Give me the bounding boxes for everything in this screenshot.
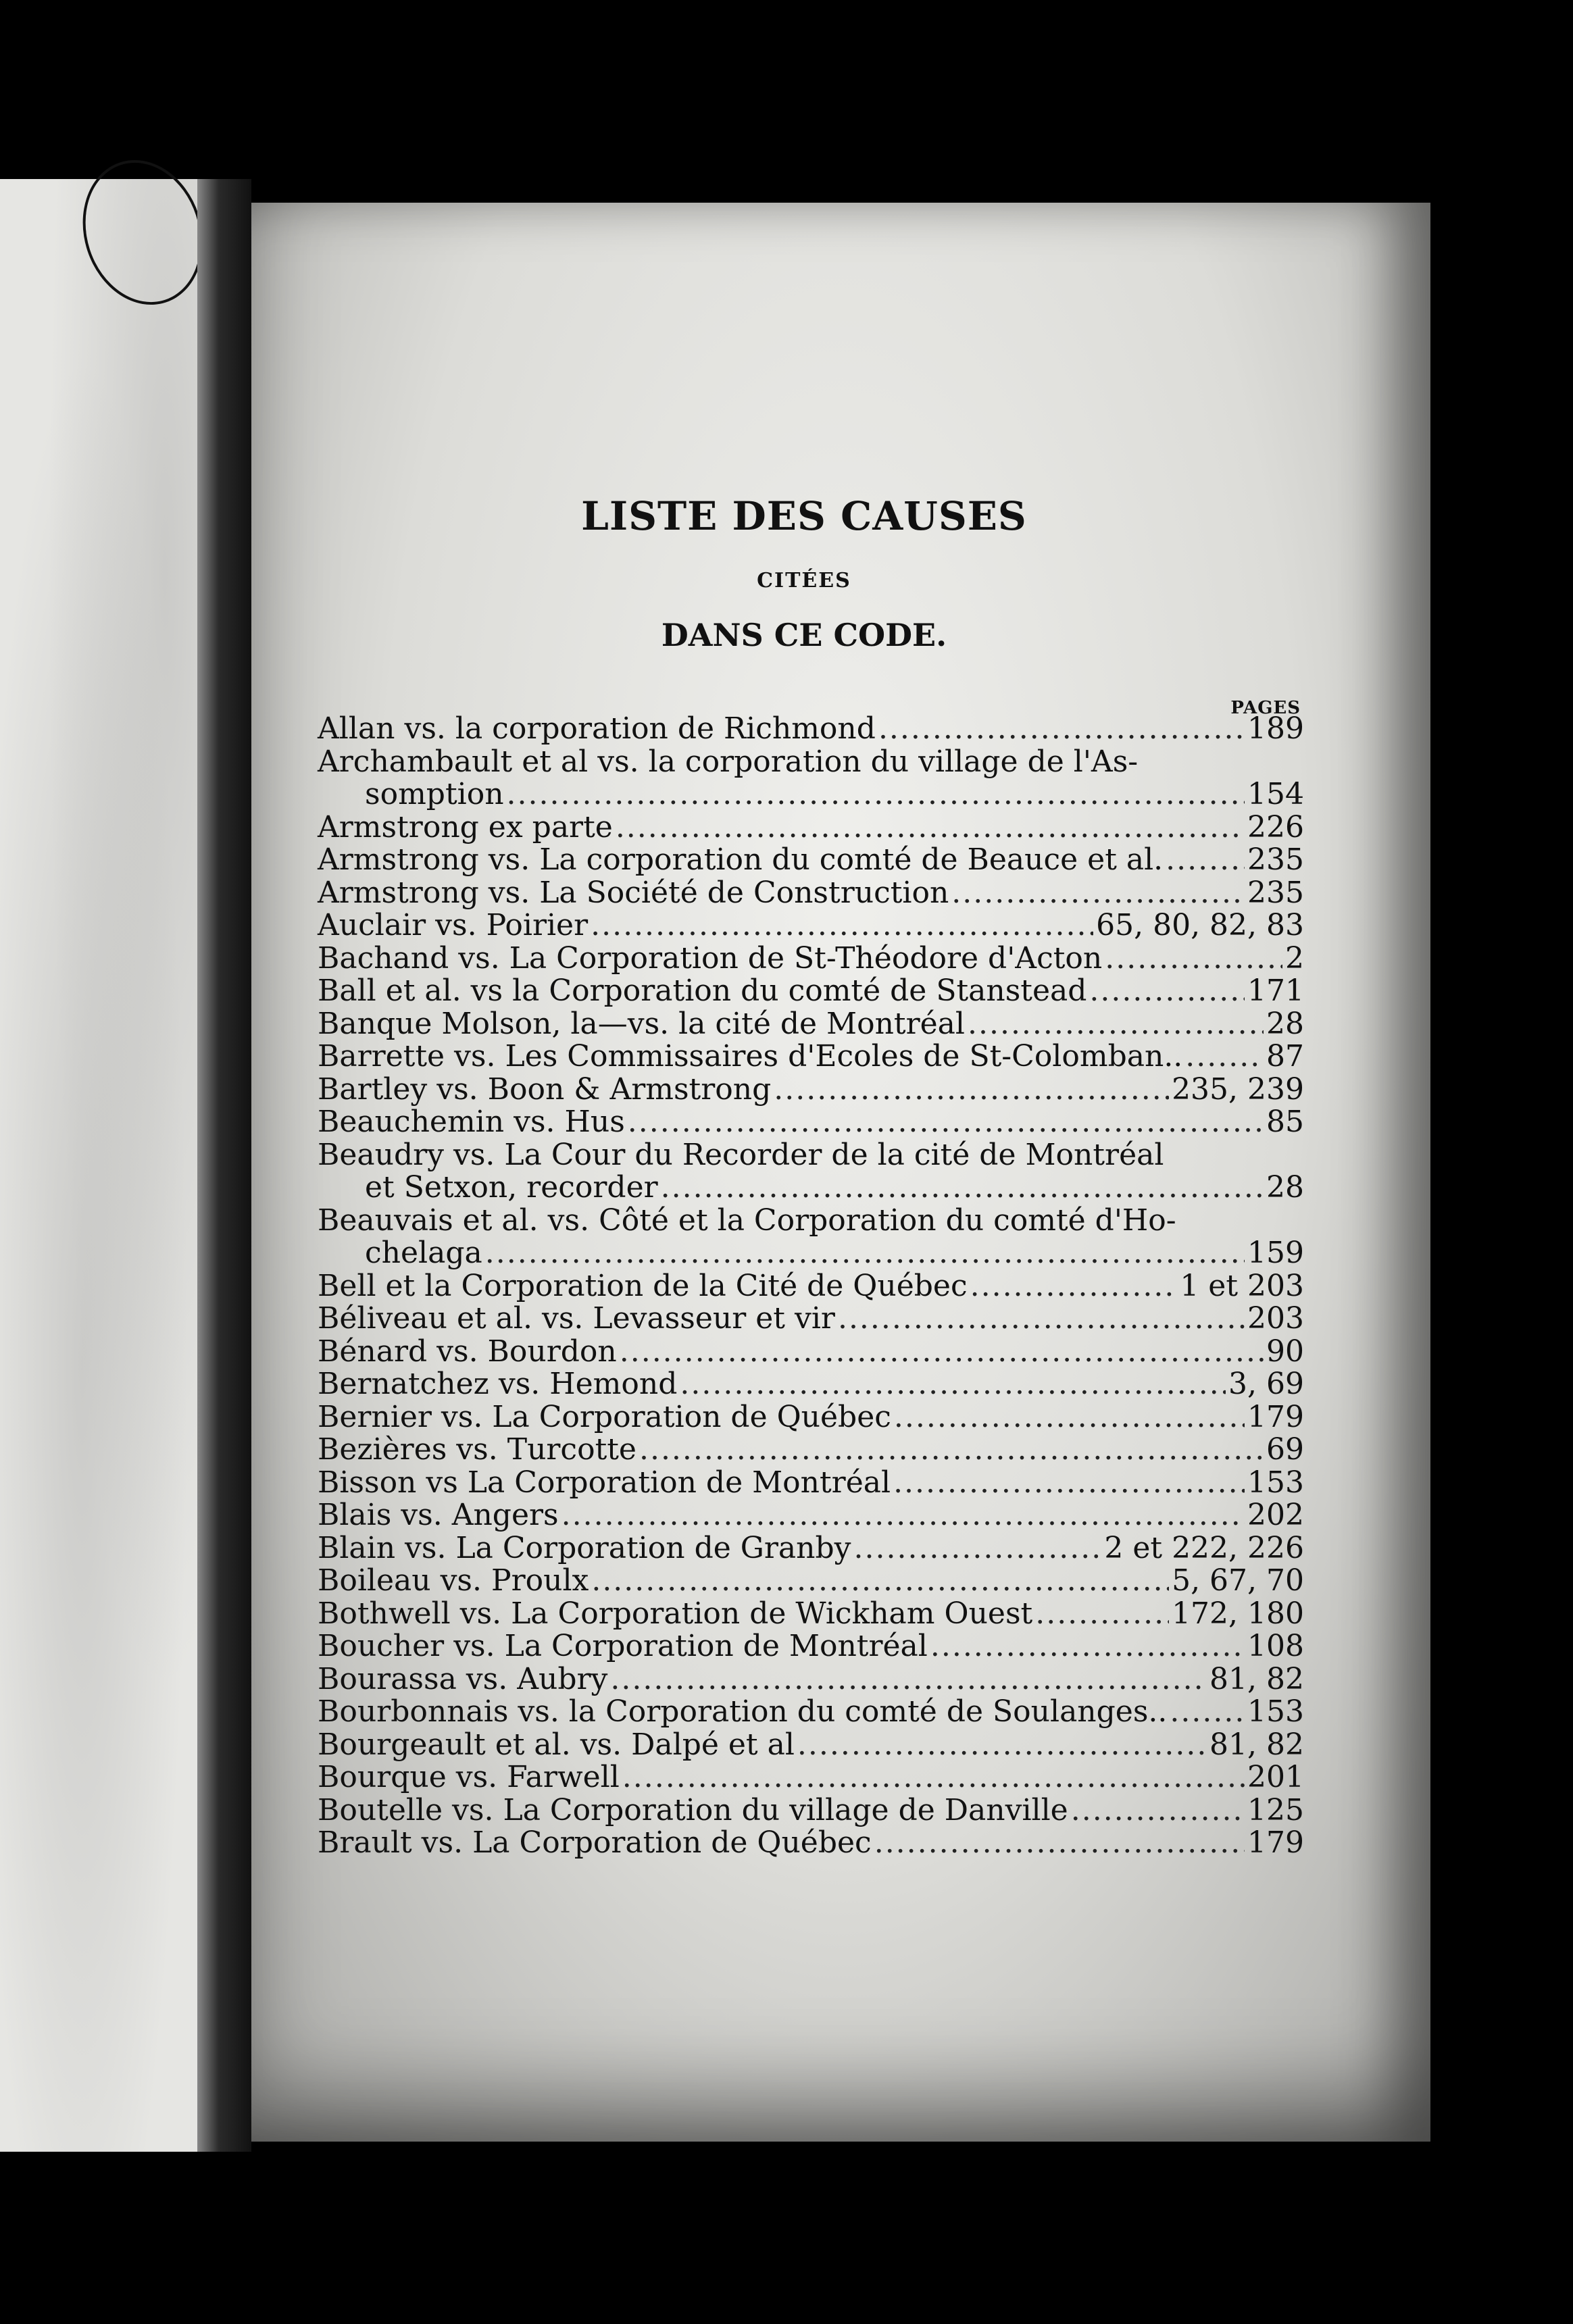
page-numbers: 159: [1247, 1236, 1304, 1270]
case-name: Boileau vs. Proulx: [318, 1563, 589, 1598]
dot-leader: [774, 1073, 1169, 1107]
case-name: Bénard vs. Bourdon: [318, 1334, 617, 1369]
case-name: Bourassa vs. Aubry: [318, 1661, 608, 1696]
page-numbers: 154: [1247, 777, 1304, 811]
case-entry: [318, 877, 1304, 910]
dot-leader: [591, 909, 1093, 942]
case-entry: [318, 1008, 1304, 1041]
dot-leader: [485, 1237, 1245, 1270]
case-name: Boucher vs. La Corporation de Montréal: [318, 1629, 928, 1663]
dot-leader: [951, 877, 1245, 910]
page-numbers: 179: [1247, 1399, 1304, 1434]
case-name: Bartley vs. Boon & Armstrong: [318, 1071, 772, 1107]
page-numbers: 171: [1247, 974, 1304, 1008]
dot-leader: [878, 713, 1245, 746]
case-entry: [318, 1073, 1304, 1107]
page-numbers: 201: [1247, 1760, 1304, 1794]
case-entry: [318, 1761, 1304, 1794]
page-numbers: 1 et 203: [1180, 1268, 1304, 1303]
dot-leader: [894, 1401, 1245, 1434]
case-entry: [318, 1368, 1304, 1401]
page-numbers: 203: [1247, 1301, 1304, 1336]
case-name: Beauchemin vs. Hus: [318, 1105, 625, 1139]
dot-leader: [970, 1270, 1178, 1303]
case-name: Bourque vs. Farwell: [318, 1760, 620, 1794]
case-entry: [318, 1499, 1304, 1532]
dot-leader: [854, 1532, 1102, 1565]
page-numbers: 172, 180: [1172, 1596, 1304, 1631]
case-entry: [318, 1598, 1304, 1631]
dot-leader: [797, 1729, 1207, 1762]
dot-leader: [661, 1171, 1264, 1205]
case-entry: [318, 1827, 1304, 1860]
case-entry: [318, 811, 1304, 844]
case-entry-first-line: Beaudry vs. La Cour du Recorder de la cité de Montréal: [318, 1137, 1164, 1172]
page-numbers: 235, 239: [1172, 1071, 1304, 1107]
case-name: Bourbonnais vs. la Corporation du comté de Soulanges..: [318, 1694, 1168, 1729]
page-subtitle-2: DANS CE CODE.: [661, 617, 947, 653]
dot-leader: [1071, 1794, 1245, 1827]
page-content: [318, 493, 1304, 1860]
case-name: Armstrong vs. La Société de Construction: [318, 875, 949, 910]
case-name: Bourgeault et al. vs. Dalpé et al: [318, 1727, 795, 1762]
page-numbers: 65, 80, 82, 83: [1096, 908, 1304, 942]
page-numbers: 69: [1266, 1432, 1304, 1467]
dot-leader: [507, 778, 1245, 811]
case-name: Ball et al. vs la Corporation du comté de Stanstead: [318, 974, 1087, 1008]
page-numbers: 5, 67, 70: [1172, 1563, 1304, 1598]
page-numbers: 125: [1247, 1792, 1304, 1827]
dot-leader: [622, 1761, 1245, 1794]
case-entry: [318, 1336, 1304, 1369]
case-name: Bezières vs. Turcotte: [318, 1432, 636, 1467]
dot-leader: [838, 1303, 1245, 1336]
page-numbers: 90: [1266, 1334, 1304, 1369]
page-subtitle: CITÉES: [757, 569, 851, 592]
case-name: somption: [365, 777, 504, 811]
dot-leader: [968, 1008, 1264, 1041]
page-numbers: 3, 69: [1228, 1367, 1304, 1401]
page-numbers: 153: [1247, 1694, 1304, 1729]
case-entry: [318, 1106, 1304, 1139]
case-name: Armstrong vs. La corporation du comté de Beauce et al.: [318, 842, 1164, 877]
dot-leader: [1105, 942, 1282, 976]
case-entry: [318, 975, 1304, 1008]
dot-leader: [1089, 975, 1245, 1008]
page-numbers: 153: [1247, 1465, 1304, 1500]
page-numbers: 235: [1247, 875, 1304, 910]
case-entry: [318, 844, 1304, 877]
dot-leader: [620, 1336, 1264, 1369]
case-name: Banque Molson, la—vs. la cité de Montréal: [318, 1006, 965, 1041]
case-list: [318, 713, 1304, 1860]
page-numbers: 28: [1266, 1006, 1304, 1041]
dot-leader: [1170, 1696, 1245, 1729]
case-entry: [318, 713, 1304, 746]
page-numbers: 179: [1247, 1825, 1304, 1860]
dot-leader: [610, 1663, 1207, 1696]
dot-leader: [616, 811, 1245, 844]
dot-leader: [561, 1499, 1245, 1532]
case-name: Blais vs. Angers: [318, 1498, 559, 1532]
page-numbers: 81, 82: [1209, 1661, 1304, 1696]
case-name: Bell et la Corporation de la Cité de Québec: [318, 1268, 968, 1303]
page-numbers: 226: [1247, 809, 1304, 844]
case-name: Allan vs. la corporation de Richmond: [318, 711, 876, 746]
page-numbers: 85: [1266, 1105, 1304, 1139]
case-name: chelaga: [365, 1236, 482, 1270]
case-name: et Setxon, recorder: [365, 1170, 658, 1205]
case-entry-first-line: Beauvais et al. vs. Côté et la Corporation du comté d'Ho-: [318, 1203, 1176, 1238]
case-entry: [318, 1467, 1304, 1500]
page-numbers: 81, 82: [1209, 1727, 1304, 1762]
case-entry: [318, 942, 1304, 976]
case-entry: [318, 1794, 1304, 1827]
case-entry: [318, 1270, 1304, 1303]
dot-leader: [591, 1565, 1169, 1598]
page-numbers: 108: [1247, 1629, 1304, 1663]
case-name: Blain vs. La Corporation de Granby: [318, 1530, 851, 1565]
case-entry: [318, 1434, 1304, 1467]
book-gutter: [197, 179, 251, 2152]
case-name: Barrette vs. Les Commissaires d'Ecoles de St-Colomban..: [318, 1039, 1183, 1073]
dot-leader: [1035, 1598, 1169, 1631]
case-name: Brault vs. La Corporation de Québec: [318, 1825, 872, 1860]
case-name: Bothwell vs. La Corporation de Wickham Ouest: [318, 1596, 1033, 1631]
case-name: Bernier vs. La Corporation de Québec: [318, 1399, 891, 1434]
dot-leader: [893, 1467, 1245, 1500]
case-name: Béliveau et al. vs. Levasseur et vir: [318, 1301, 835, 1336]
case-name: Armstrong ex parte: [318, 809, 613, 844]
case-entry: [318, 1303, 1304, 1336]
dot-leader: [930, 1630, 1245, 1663]
case-entry: [318, 1696, 1304, 1729]
dot-leader: [639, 1434, 1264, 1467]
case-name: Boutelle vs. La Corporation du village de Danville: [318, 1792, 1068, 1827]
case-entry: [318, 1237, 1304, 1270]
case-entry: [318, 1565, 1304, 1598]
page-numbers: 28: [1266, 1170, 1304, 1205]
pages-column-header: PAGES: [1230, 698, 1301, 718]
case-name: Auclair vs. Poirier: [318, 908, 589, 942]
dot-leader: [1166, 844, 1245, 877]
page-numbers: 2: [1285, 940, 1304, 976]
left-page: [0, 179, 206, 2152]
case-entry: [318, 778, 1304, 811]
page-title: LISTE DES CAUSES: [581, 493, 1027, 539]
page-numbers: 189: [1247, 711, 1304, 746]
case-entry: [318, 1729, 1304, 1762]
case-entry: [318, 1401, 1304, 1434]
dot-leader: [1185, 1040, 1264, 1073]
case-entry: [318, 1171, 1304, 1205]
case-entry: [318, 1663, 1304, 1696]
page-numbers: 235: [1247, 842, 1304, 877]
case-entry: [318, 1532, 1304, 1565]
case-entry: [318, 909, 1304, 942]
case-name: Bachand vs. La Corporation de St-Théodore d'Acton: [318, 940, 1103, 976]
case-name: Bisson vs La Corporation de Montréal: [318, 1465, 891, 1500]
case-entry-first-line: Archambault et al vs. la corporation du village de l'As-: [318, 744, 1139, 779]
page-numbers: 202: [1247, 1498, 1304, 1532]
case-entry: [318, 1630, 1304, 1663]
page-numbers: 87: [1266, 1039, 1304, 1073]
dot-leader: [874, 1827, 1245, 1860]
dot-leader: [628, 1106, 1264, 1139]
page-numbers: 2 et 222, 226: [1104, 1530, 1304, 1565]
dot-leader: [680, 1368, 1226, 1401]
case-entry: [318, 1040, 1304, 1073]
case-name: Bernatchez vs. Hemond: [318, 1367, 678, 1401]
